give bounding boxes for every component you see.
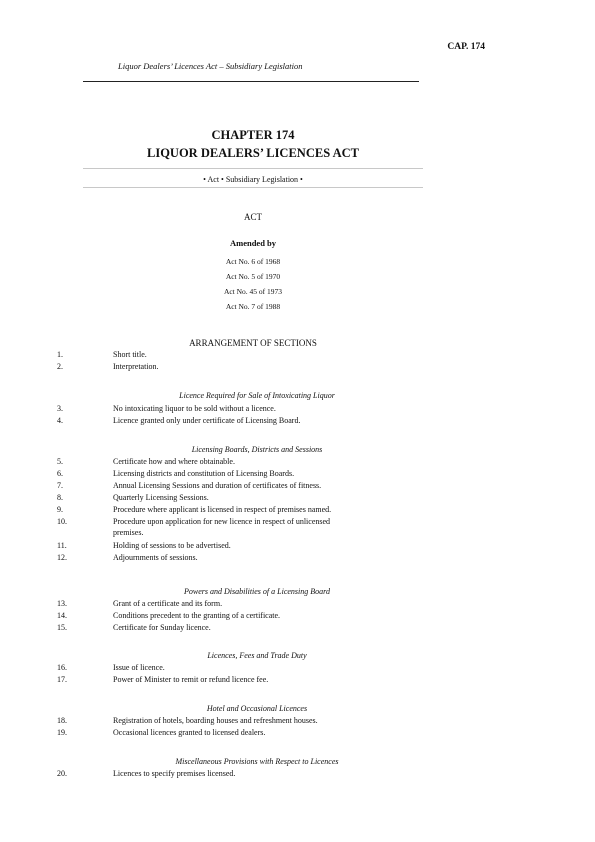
section-title: Grant of a certificate and its form. [113, 599, 223, 608]
part-heading: Miscellaneous Provisions with Respect to Licences [175, 757, 339, 766]
section-number: 19. [57, 728, 67, 737]
arrangement-heading: ARRANGEMENT OF SECTIONS [189, 338, 317, 348]
section-title: Certificate how and where obtainable. [113, 457, 235, 466]
section-title: Registration of hotels, boarding houses and refreshment houses. [113, 716, 318, 725]
section-title: Procedure where applicant is licensed in respect of premises named. [113, 505, 332, 514]
section-number: 14. [57, 611, 67, 620]
section-number: 13. [57, 599, 67, 608]
part-heading: Licensing Boards, Districts and Sessions [191, 445, 323, 454]
section-number: 6. [57, 469, 63, 478]
amendment-item: Act No. 6 of 1968 [225, 257, 281, 266]
section-title: Certificate for Sunday licence. [113, 623, 211, 632]
section-number: 17. [57, 675, 67, 684]
part-heading: Hotel and Occasional Licences [206, 704, 308, 713]
section-title: Licence granted only under certificate of Licensing Board. [113, 416, 301, 425]
section-title: Procedure upon application for new licence in respect of unlicensed [113, 517, 331, 526]
section-title: Interpretation. [113, 362, 159, 371]
section-number: 16. [57, 663, 67, 672]
section-title: Short title. [113, 350, 147, 359]
nav-divider-top [83, 168, 423, 169]
section-title: Licensing districts and constitution of Licensing Boards. [113, 469, 295, 478]
section-number: 12. [57, 553, 67, 562]
amendment-item: Act No. 45 of 1973 [223, 287, 283, 296]
section-title: No intoxicating liquor to be sold without a licence. [113, 404, 276, 413]
amended-by-heading: Amended by [229, 238, 277, 248]
section-number: 20. [57, 769, 67, 778]
section-number: 8. [57, 493, 63, 502]
section-title: Conditions precedent to the granting of a certificate. [113, 611, 281, 620]
section-number: 7. [57, 481, 63, 490]
section-number: 9. [57, 505, 63, 514]
chapter-number: CAP. 174 [447, 42, 485, 52]
section-number: 15. [57, 623, 67, 632]
section-number: 5. [57, 457, 63, 466]
section-nav[interactable]: • Act • Subsidiary Legislation • [203, 175, 303, 184]
part-heading: Licence Required for Sale of Intoxicating Liquor [179, 391, 335, 400]
section-number: 18. [57, 716, 67, 725]
header-divider [83, 81, 419, 82]
section-number: 1. [57, 350, 63, 359]
section-title: Holding of sessions to be advertised. [113, 541, 231, 550]
section-title: Adjournments of sessions. [113, 553, 198, 562]
section-title: Power of Minister to remit or refund licence fee. [113, 675, 269, 684]
section-number: 4. [57, 416, 63, 425]
nav-divider-bottom [83, 187, 423, 188]
section-title: Annual Licensing Sessions and duration of certificates of fitness. [113, 481, 322, 490]
section-number: 10. [57, 517, 67, 526]
section-title: Licences to specify premises licensed. [113, 769, 236, 778]
section-title: Quarterly Licensing Sessions. [113, 493, 209, 502]
chapter-title: CHAPTER 174 [211, 128, 295, 142]
amendment-item: Act No. 7 of 1988 [225, 302, 281, 311]
part-heading: Licences, Fees and Trade Duty [207, 651, 307, 660]
amendment-item: Act No. 5 of 1970 [225, 272, 281, 281]
section-number: 2. [57, 362, 63, 371]
section-title: Occasional licences granted to licensed dealers. [113, 728, 266, 737]
section-title: premises. [113, 528, 144, 537]
act-title: LIQUOR DEALERS’ LICENCES ACT [147, 146, 359, 160]
act-heading: ACT [244, 212, 262, 222]
section-title: Issue of licence. [113, 663, 165, 672]
running-header: Liquor Dealers’ Licences Act – Subsidiary Legislation [118, 61, 303, 71]
section-number: 3. [57, 404, 63, 413]
section-number: 11. [57, 541, 67, 550]
part-heading: Powers and Disabilities of a Licensing Board [184, 587, 330, 596]
page-title [83, 126, 423, 162]
